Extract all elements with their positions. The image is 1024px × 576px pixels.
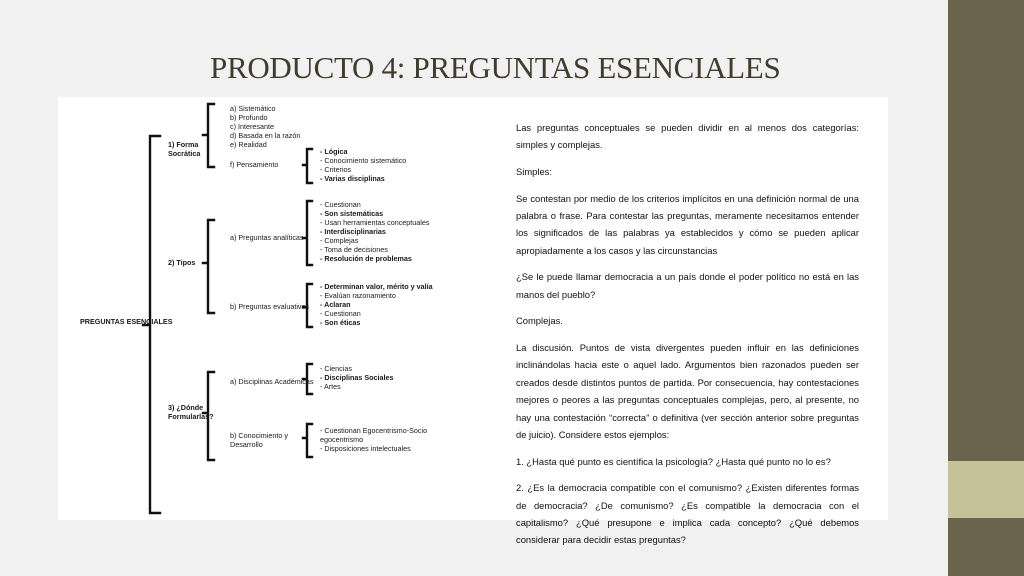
simples-heading: Simples: [516,166,552,177]
conocimiento-bracket [303,424,312,457]
evaluativas-item: - Son éticas [320,318,361,327]
disciplinas-item: - Artes [320,382,341,391]
pensamiento-bracket [303,149,312,183]
simples-example: ¿Se le puede llamar democracia a un país donde el poder político no está en las manos del pueblo? [516,271,859,300]
analiticas-item: - Son sistemáticas [320,209,384,218]
forma-item: c) Interesante [230,122,274,131]
forma-item: b) Profundo [230,113,268,122]
simples-paragraph: Se contestan por medio de los criterios implícitos en una definición normal de una palabra o frase. Para contestar las preguntas, meramente necesitamos entender los significados de las palabras ya establecidos y cómo se pueden aplicar apropiadamente a los casos y las circunstancias [516,192,859,256]
analiticas-item: - Cuestionan [320,200,361,209]
pensamiento-item: - Lógica [320,147,348,156]
complejas-heading: Complejas. [516,315,563,327]
analiticas-item: - Complejas [320,236,359,245]
disciplinas-node: a) Disciplinas Académicas [230,377,314,386]
analiticas-item: - Toma de decisiones [320,245,388,254]
explanation-text [516,119,859,558]
pensamiento-item: - Criterios [320,165,352,174]
disciplinas-item: - Ciencias [320,364,352,373]
analiticas-item: - Usan herramientas conceptuales [320,218,430,227]
pensamiento-item: - Varias disciplinas [320,174,385,183]
complejas-paragraph: La discusión. Puntos de vista divergentes pueden influir en las definiciones inclinándolas hacia este o aquel lado. Argumentos bien razonados pueden ser creados desde distintos puntos de partida. Por consecuencia, hay contestaciones mejores o peores a las preguntas conceptuales complejas, pero, al presente, no hay una contestación “correcta” o definitiva (ver sección anterior sobre preguntas de juicio). Considere estos ejemplos: [516,342,859,441]
analiticas-node: a) Preguntas analíticas [230,233,304,242]
evaluativas-item: - Determinan valor, mérito y valía [320,282,433,291]
analiticas-item: - Interdisciplinarias [320,227,386,236]
example-2: 2. ¿Es la democracia compatible con el comunismo? ¿Existen diferentes formas de democracia? ¿De comunismo? ¿Es compatible la democracia con el capitalismo? ¿Qué presupone e implica cada concepto? ¿Qué debemos considerar para decidir estas preguntas? [516,482,859,546]
slide-title: PRODUCTO 4: PREGUNTAS ESENCIALES [210,50,781,85]
tipos-bracket [203,220,214,313]
example-1: 1. ¿Hasta qué punto es científica la psicología? ¿Hasta qué punto no lo es? [516,455,831,467]
analiticas-item: - Resolución de problemas [320,254,412,263]
right-decor-bar [948,0,1024,461]
forma-item: a) Sistemático [230,104,276,113]
right-decor-bar-bottom [948,518,1024,576]
evaluativas-item: - Aclaran [320,300,351,309]
right-decor-accent [948,461,1024,518]
evaluativas-node: b) Preguntas evaluativas [230,302,310,311]
conocimiento-item: - Disposiciones intelectuales [320,444,411,453]
tipos-node: 2) Tipos [168,258,196,267]
content-panel [58,97,888,546]
conocimiento-node: b) Conocimiento y Desarrollo [230,431,288,449]
analiticas-bracket [303,201,312,265]
pensamiento-node: f) Pensamiento [230,160,279,169]
disciplinas-item: - Disciplinas Sociales [320,373,394,382]
intro-paragraph: Las preguntas conceptuales se pueden dividir en al menos dos categorías: simples y complejas. [516,122,859,151]
pensamiento-item: - Conocimiento sistemático [320,156,407,165]
forma-item: d) Basada en la razón [230,131,301,140]
evaluativas-item: - Cuestionan [320,309,361,318]
forma-item: e) Realidad [230,140,267,149]
forma-socratica-node: 1) Forma Socrática [168,140,201,158]
evaluativas-item: - Evalúan razonamiento [320,291,396,300]
root-node: PREGUNTAS ESENCIALES [80,317,173,326]
donde-formularlas-node: 3) ¿Dónde Formularlas? [168,403,214,421]
conocimiento-item: - Cuestionan Egocentrismo-Socio egocentrismo [320,426,428,444]
